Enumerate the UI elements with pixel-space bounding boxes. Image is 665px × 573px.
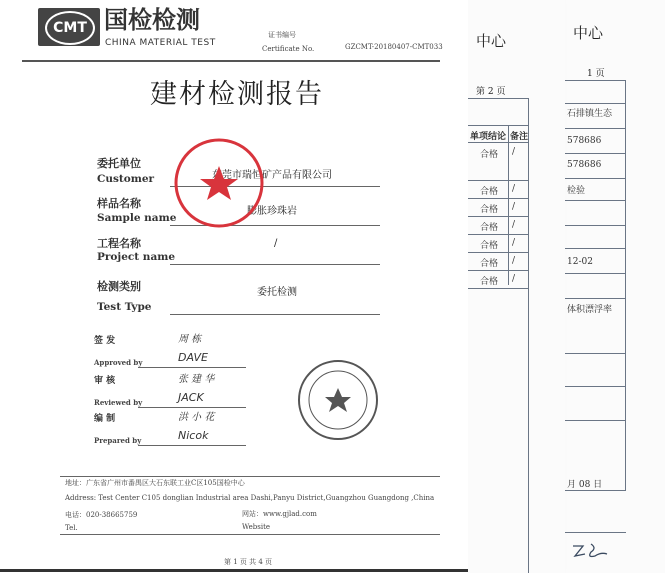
address-en: Address: Test Center C105 donglian Industrial area Dashi,Panyu District,Guangzhou Guangdong ,China [65, 494, 435, 502]
signature-name-cn: 张 建 华 [178, 374, 215, 385]
tel-cn: 电话：020-38665759 [65, 511, 138, 519]
page-3-strip [565, 0, 665, 573]
signature-role-en: Reviewed by [94, 398, 143, 407]
field-label-cn: 检测类别 [97, 280, 141, 293]
page-2-strip [468, 0, 565, 573]
conclusion-cell: 合格 [480, 241, 499, 251]
signature-role-en: Prepared by [94, 436, 142, 445]
remark-cell: / [512, 238, 516, 248]
remark-cell: / [512, 147, 516, 157]
cert-label-cn: 证书编号 [268, 31, 296, 39]
signature-scribble [571, 540, 611, 560]
cert-no: GZCMT-20180407-CMT033 [345, 43, 443, 51]
field-label-cn: 工程名称 [97, 237, 141, 250]
field-label-cn: 样品名称 [97, 197, 141, 210]
remark-cell: / [512, 202, 516, 212]
brand-en: CHINA MATERIAL TEST [105, 38, 216, 48]
signature-name-cn: 周 栋 [178, 334, 202, 345]
page2-page: 第 2 页 [476, 87, 506, 97]
signature-name-cn: 洪 小 花 [178, 412, 215, 423]
signature-role-en: Approved by [94, 358, 143, 367]
sample-value: 膨胀珍珠岩 [247, 206, 297, 217]
conclusion-cell: 合格 [480, 277, 499, 287]
page3-date: 月 08 日 [567, 480, 603, 490]
conclusion-cell: 合格 [480, 205, 499, 215]
field-label-en: Customer [97, 173, 155, 185]
company-seal [172, 136, 266, 230]
col-remark: 备注 [510, 132, 529, 142]
field-label-en: Sample name [97, 212, 177, 224]
signature-name-en: DAVE [178, 351, 208, 364]
conclusion-cell: 合格 [480, 223, 499, 233]
cert-label-en: Certificate No. [262, 45, 315, 53]
signature-name-en: Nicok [178, 429, 209, 442]
remark-cell: / [512, 184, 516, 194]
field-label-cn: 委托单位 [97, 157, 141, 170]
signature-role-cn: 签 发 [94, 336, 116, 346]
conclusion-cell: 合格 [480, 187, 499, 197]
page3-cell: 12-02 [567, 257, 593, 267]
page3-heading: 中心 [573, 24, 604, 42]
page3-page: 1 页 [587, 69, 605, 79]
tel-en: Tel. [65, 524, 78, 532]
remark-cell: / [512, 256, 516, 266]
project-value: / [274, 238, 278, 249]
page2-heading: 中心 [476, 32, 507, 50]
signature-role-cn: 编 制 [94, 414, 116, 424]
report-title: 建材检测报告 [150, 79, 324, 110]
page3-cell: 检验 [567, 186, 586, 196]
col-conclusion: 单项结论 [470, 132, 507, 142]
page3-cell: 石排镇生态 [567, 109, 613, 119]
page3-cell: 578686 [567, 160, 602, 170]
address-cn: 地址：广东省广州市番禺区大石东联工业C区105国检中心 [65, 479, 245, 487]
field-label-en: Project name [97, 251, 176, 263]
signature-name-en: JACK [178, 391, 204, 404]
cmt-logo: CMT [38, 8, 100, 46]
remark-cell: / [512, 274, 516, 284]
brand-cn: 国检检测 [104, 6, 200, 34]
remark-cell: / [512, 220, 516, 230]
test-seal [296, 358, 380, 442]
page3-cell: 体积漂浮率 [567, 305, 613, 315]
conclusion-cell: 合格 [480, 259, 499, 269]
conclusion-cell: 合格 [480, 150, 499, 160]
test-type-value: 委托检测 [257, 287, 297, 298]
page3-cell: 578686 [567, 136, 602, 146]
page-number: 第 1 页 共 4 页 [224, 558, 273, 566]
signature-role-cn: 审 核 [94, 376, 116, 386]
field-label-en: Test Type [97, 301, 152, 313]
website-en: Website [242, 523, 271, 531]
customer-value: 东莞市瑞恒矿产品有限公司 [212, 170, 332, 181]
website-cn: 网站：www.gjlad.com [242, 510, 317, 518]
